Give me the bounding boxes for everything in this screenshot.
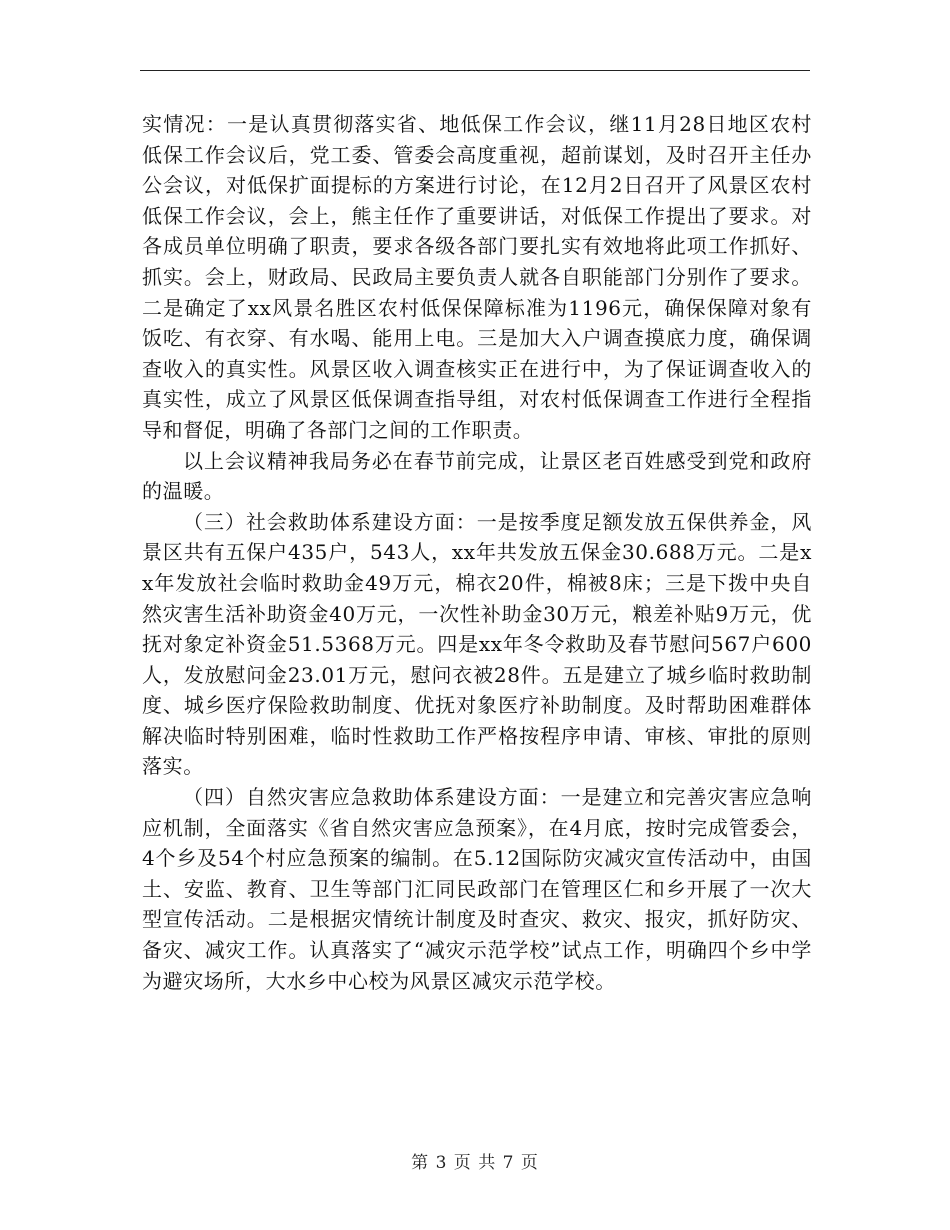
paragraph: （四）自然灾害应急救助体系建设方面：一是建立和完善灾害应急响应机制，全面落实《省自然灾害应急预案》，在4月底，按时完成管委会，4个乡及54个村应急预案的编制。在5.12国际防灾减灾宣传活动中，由国土、安监、教育、卫生等部门汇同民政部门在管理区仁和乡开展了一次大型宣传活动。二是根据灾情统计制度及时查灾、救灾、报灾，抓好防灾、备灾、减灾工作。认真落实了“减灾示范学校”试点工作，明确四个乡中学为避灾场所，大水乡中心校为风景区减灾示范学校。 <box>142 785 812 993</box>
paragraph: （三）社会救助体系建设方面：一是按季度足额发放五保供养金，风景区共有五保户435户，543人，xx年共发放五保金30.688万元。二是xx年发放社会临时救助金49万元，棉衣20件，棉被8床；三是下拨中央自然灾害生活补助资金40万元，一次性补助金30万元，粮差补贴9万元，优抚对象定补资金51.5368万元。四是xx年冬令救助及春节慰问567户600人，发放慰问金23.01万元，慰问衣被28件。五是建立了城乡临时救助制度、城乡医疗保险救助制度、优抚对象医疗补助制度。及时帮助困难群体解决临时特别困难，临时性救助工作严格按程序申请、审核、审批的原则落实。 <box>142 509 812 779</box>
page-footer <box>0 1148 950 1173</box>
page-number: 第 3 页 共 7 页 <box>411 1153 539 1173</box>
paragraph: 实情况：一是认真贯彻落实省、地低保工作会议，继11月28日地区农村低保工作会议后，党工委、管委会高度重视，超前谋划，及时召开主任办公会议，对低保扩面提标的方案进行讨论，在12月2日召开了风景区农村低保工作会议，会上，熊主任作了重要讲话，对低保工作提出了要求。对各成员单位明确了职责，要求各级各部门要扎实有效地将此项工作抓好、抓实。会上，财政局、民政局主要负责人就各自职能部门分别作了要求。二是确定了xx风景名胜区农村低保保障标准为1196元，确保保障对象有饭吃、有衣穿、有水喝、能用上电。三是加大入户调查摸底力度，确保调查收入的真实性。风景区收入调查核实正在进行中，为了保证调查收入的真实性，成立了风景区低保调查指导组，对农村低保调查工作进行全程指导和督促，明确了各部门之间的工作职责。 <box>142 112 812 442</box>
header-rule <box>140 70 810 71</box>
paragraph: 以上会议精神我局务必在春节前完成，让景区老百姓感受到党和政府的温暖。 <box>142 448 812 504</box>
document-body <box>142 109 812 996</box>
